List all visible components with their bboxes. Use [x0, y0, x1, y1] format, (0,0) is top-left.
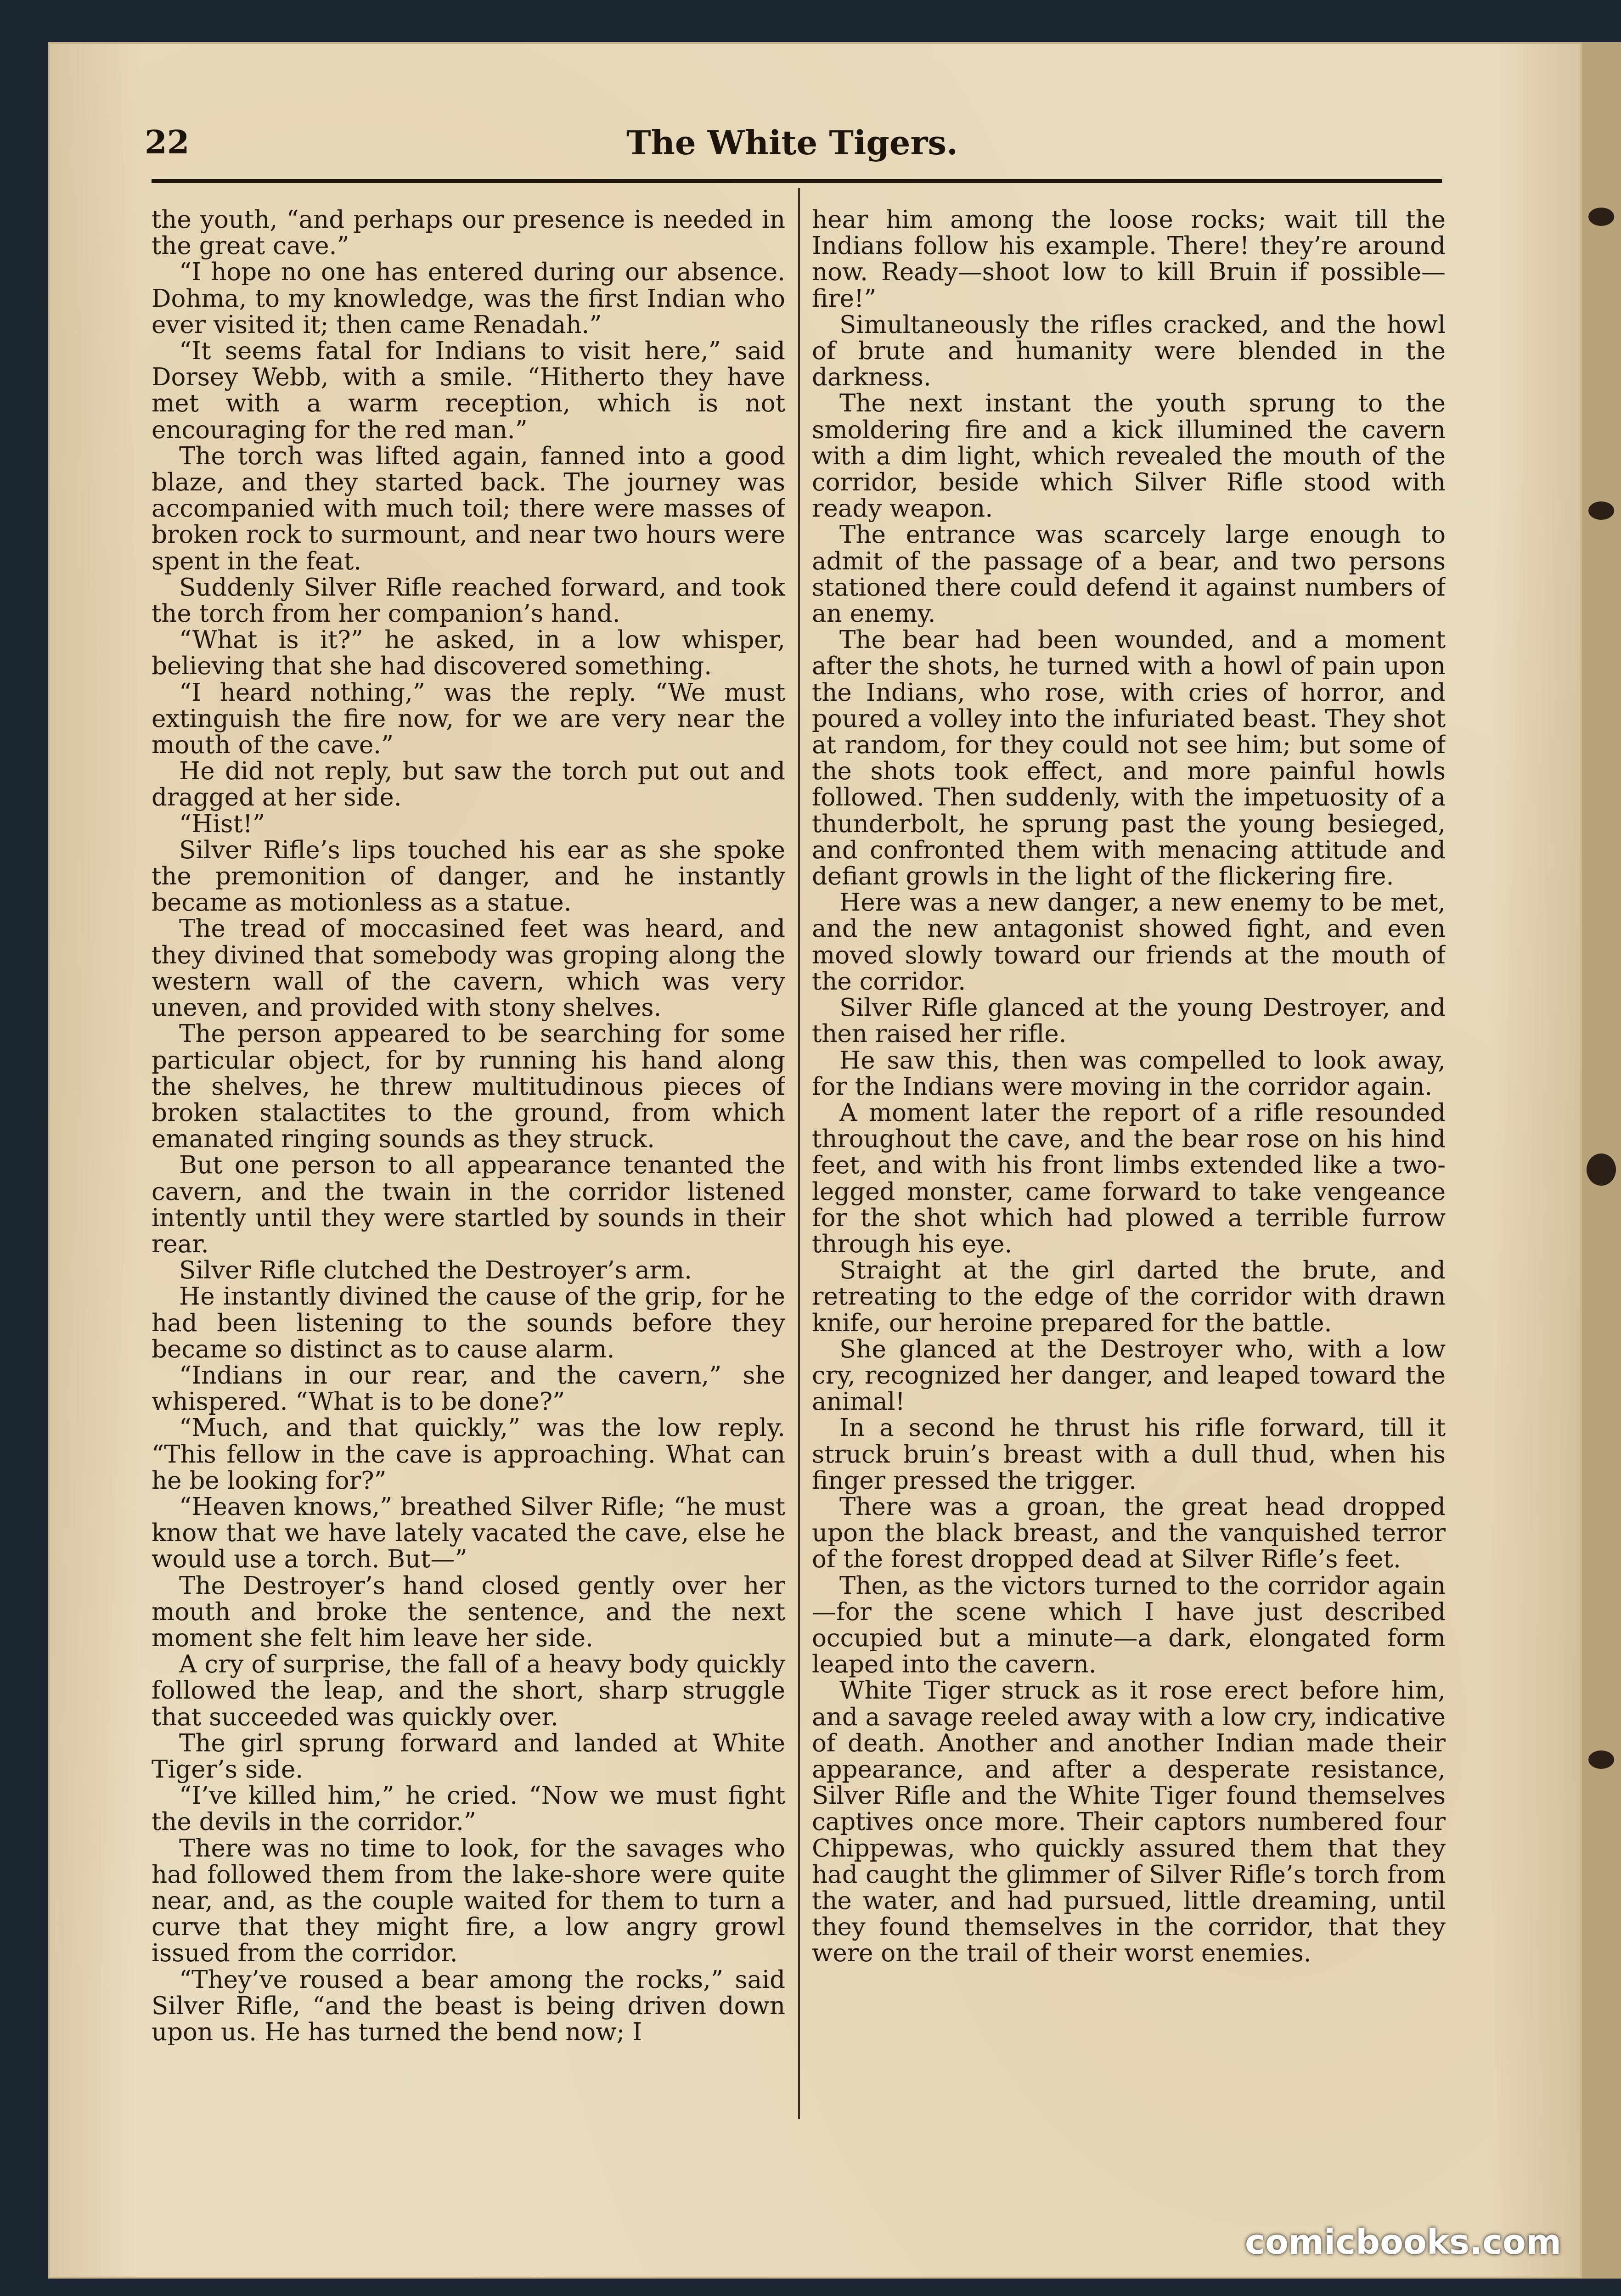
paragraph: He saw this, then was compelled to look away, for the Indians were moving in the corridor again. [812, 1046, 1446, 1101]
paragraph: Simultaneously the rifles cracked, and the howl of brute and humanity were blended in the darkness. [812, 310, 1446, 392]
paragraph: A moment later the report of a rifle resounded throughout the cave, and the bear rose on his hind feet, and with his front limbs extended like a two-legged monster, came forward to take vengeance for the shot which had plowed a terrible furrow through his eye. [812, 1098, 1446, 1258]
paragraph: Silver Rifle glanced at the young Destroyer, and then raised her rifle. [812, 994, 1446, 1048]
paragraph: “Heaven knows,” breathed Silver Rifle; “he must know that we have lately vacated the cave, else he would use a torch. But—” [152, 1492, 785, 1574]
paragraph: Here was a new danger, a new enemy to be met, and the new antagonist showed fight, and even moved slowly toward our friends at the mouth of the corridor. [812, 889, 1446, 996]
paragraph: Silver Rifle’s lips touched his ear as she spoke the premonition of danger, and he instantly became as motionless as a statue. [152, 836, 785, 917]
paragraph: The entrance was scarcely large enough to admit of the passage of a bear, and two persons stationed there could defend it against numbers of an enemy. [812, 521, 1446, 628]
right-column [812, 207, 1446, 2135]
paragraph: There was a groan, the great head dropped upon the black breast, and the vanquished terror of the forest dropped dead at Silver Rifle’s feet. [812, 1492, 1446, 1574]
column-divider [798, 188, 800, 2119]
paragraph: The person appeared to be searching for some particular object, for by running his hand along the shelves, he threw multitudinous pieces of broken stalactites to the ground, from which emanated ringing sounds as they struck. [152, 1020, 785, 1154]
paragraph: the youth, “and perhaps our presence is needed in the great cave.” [152, 207, 785, 260]
paragraph: Silver Rifle clutched the Destroyer’s arm. [179, 1256, 692, 1285]
paragraph: The tread of moccasined feet was heard, and they divined that somebody was groping along the western wall of the cavern, which was very uneven, and provided with stony shelves. [152, 915, 785, 1022]
page-header [145, 118, 1440, 163]
paragraph: There was no time to look, for the savages who had followed them from the lake-shore were quite near, and, as the couple waited for them to turn a curve that they might fire, a low angry growl issued from the corridor. [152, 1834, 785, 1968]
paragraph: “I hope no one has entered during our absence. Dohma, to my knowledge, was the first Indian who ever visited it; then came Renadah.” [152, 258, 785, 339]
page-number: 22 [145, 123, 190, 161]
paragraph: White Tiger struck as it rose erect before him, and a savage reeled away with a low cry, indicative of death. Another and another Indian made their appearance, and after a desperate resistance, Silver Rifle and the White Tiger found themselves captives once more. Their captors numbered four Chippewas, who quickly assured them that they had caught the glimmer of Silver Rifle’s torch from the water, and had pursued, little dreaming, until they found themselves in the corridor, that they were on the trail of their worst enemies. [812, 1677, 1446, 1968]
paragraph: The torch was lifted again, fanned into a good blaze, and they started back. The journey was accompanied with much toil; there were masses of broken rock to surmount, and near two hours were spent in the feat. [152, 442, 785, 575]
paragraph: “What is it?” he asked, in a low whisper, believing that she had discovered something. [152, 626, 785, 681]
paragraph: He instantly divined the cause of the grip, for he had been listening to the sounds before they became so distinct as to cause alarm. [152, 1283, 785, 1363]
running-title: The White Tigers. [626, 123, 958, 162]
paragraph: Straight at the girl darted the brute, and retreating to the edge of the corridor with drawn knife, our heroine prepared for the battle. [812, 1256, 1446, 1337]
paragraph: hear him among the loose rocks; wait till the Indians follow his example. There! they’re around now. Ready—shoot low to kill Bruin if possible—fire!” [812, 207, 1446, 313]
binding-edge [1582, 42, 1621, 2279]
watermark: comicbooks.com [1245, 2223, 1561, 2262]
paragraph: A cry of surprise, the fall of a heavy body quickly followed the leap, and the short, sharp struggle that succeeded was quickly over. [152, 1650, 785, 1731]
paragraph: She glanced at the Destroyer who, with a low cry, recognized her danger, and leaped toward the animal! [812, 1335, 1446, 1416]
paragraph: “Indians in our rear, and the cavern,” she whispered. “What is to be done?” [152, 1361, 785, 1416]
paragraph: In a second he thrust his rifle forward, till it struck bruin’s breast with a dull thud, when his finger pressed the trigger. [812, 1414, 1446, 1495]
paragraph: He did not reply, but saw the torch put out and dragged at her side. [152, 757, 785, 812]
paragraph: Suddenly Silver Rifle reached forward, and took the torch from her companion’s hand. [152, 573, 785, 628]
binding-hole [1588, 208, 1614, 226]
paragraph: “I’ve killed him,” he cried. “Now we must fight the devils in the corridor.” [152, 1782, 785, 1836]
paragraph: “Much, and that quickly,” was the low reply. “This fellow in the cave is approaching. What can he be looking for?” [152, 1414, 785, 1495]
binding-hole [1587, 1154, 1616, 1186]
paragraph: But one person to all appearance tenanted the cavern, and the twain in the corridor listened intently until they were startled by sounds in their rear. [152, 1151, 785, 1258]
left-column [152, 207, 785, 2135]
binding-hole [1588, 1750, 1614, 1769]
paragraph: “Hist!” [179, 810, 265, 838]
paragraph: The bear had been wounded, and a moment after the shots, he turned with a howl of pain upon the Indians, who rose, with cries of horror, and poured a volley into the infuriated beast. They shot at random, for they could not see him; but some of the shots took effect, and more painful howls followed. Then suddenly, with the impetuosity of a thunderbolt, he sprung past the young besieged, and confronted them with menacing attitude and defiant growls in the light of the flickering fire. [812, 626, 1446, 891]
paragraph: “They’ve roused a bear among the rocks,” said Silver Rifle, “and the beast is being driven down upon us. He has turned the bend now; I [152, 1965, 785, 2047]
paragraph: “It seems fatal for Indians to visit here,” said Dorsey Webb, with a smile. “Hitherto they have met with a warm reception, which is not encouraging for the red man.” [152, 337, 785, 444]
header-rule [152, 179, 1442, 183]
paragraph: “I heard nothing,” was the reply. “We must extinguish the fire now, for we are very near the mouth of the cave.” [152, 678, 785, 760]
paragraph: The next instant the youth sprung to the smoldering fire and a kick illumined the cavern with a dim light, which revealed the mouth of the corridor, beside which Silver Rifle stood with ready weapon. [812, 389, 1446, 523]
binding-hole [1588, 501, 1614, 520]
paragraph: The Destroyer’s hand closed gently over her mouth and broke the sentence, and the next moment she felt him leave her side. [152, 1571, 785, 1652]
paragraph: Then, as the victors turned to the corridor again—for the scene which I have just described occupied but a minute—a dark, elongated form leaped into the cavern. [812, 1571, 1446, 1679]
paragraph: The girl sprung forward and landed at White Tiger’s side. [152, 1729, 785, 1784]
